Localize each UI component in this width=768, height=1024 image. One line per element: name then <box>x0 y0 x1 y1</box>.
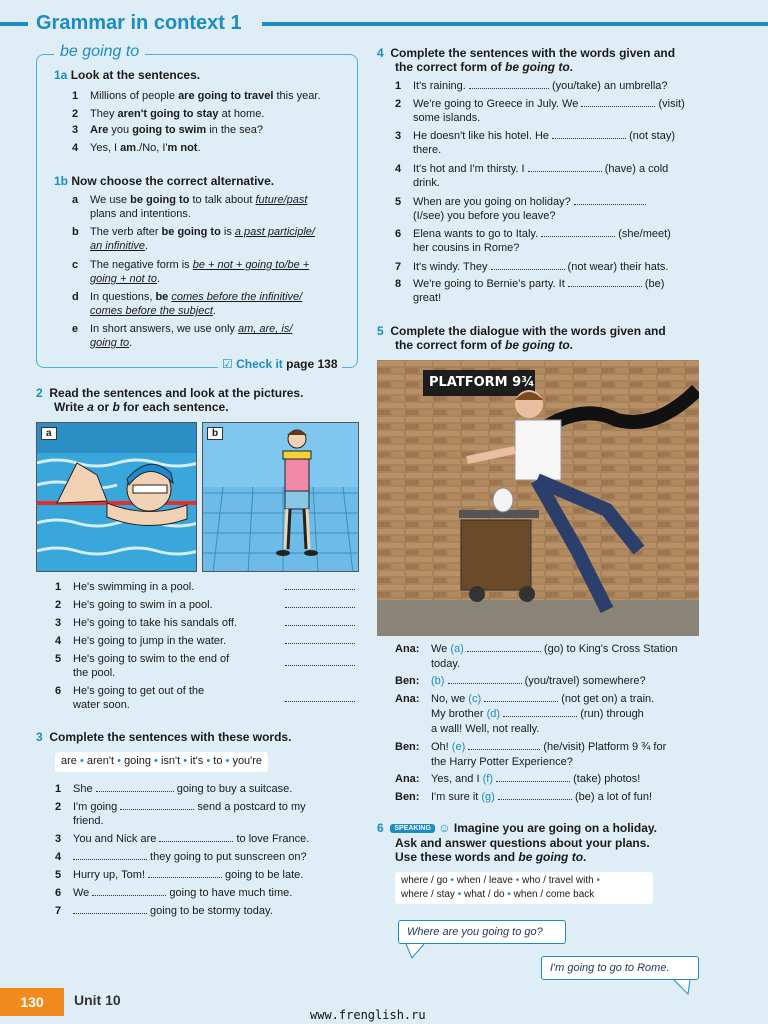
exercise-number: 5 <box>377 324 384 338</box>
item-text: . <box>212 305 216 317</box>
answer-blank[interactable] <box>120 800 194 810</box>
list-item <box>72 107 362 121</box>
instruction-text: . <box>569 60 574 74</box>
item-text: they going to put sunscreen on? <box>147 851 307 863</box>
instruction-text: be going to <box>518 849 584 864</box>
item-text: He's swimming in a pool. <box>73 581 195 593</box>
item-number: 5 <box>55 869 62 881</box>
item-number: 4 <box>55 635 62 647</box>
answer-blank[interactable] <box>285 580 355 590</box>
line-text: the Harry Potter Experience? <box>431 756 573 768</box>
item-number: 3 <box>55 833 62 845</box>
item-bold: Are <box>90 124 109 136</box>
instruction-text: Read the sentences and look at the pictures. <box>49 386 304 400</box>
page-number: 130 <box>0 988 64 1016</box>
answer-blank[interactable] <box>484 692 558 702</box>
item-text: Hurry up, Tom! <box>73 869 148 881</box>
word-option: to <box>213 755 223 767</box>
title-rule-left <box>0 22 28 26</box>
answer-blank[interactable] <box>468 740 540 750</box>
page-title: Grammar in context 1 <box>36 12 242 34</box>
item-number: 7 <box>55 905 62 917</box>
item-text: (not stay) <box>626 130 675 142</box>
speaking-icon: ☺ <box>438 821 451 835</box>
answer-blank[interactable] <box>581 97 655 107</box>
answer-blank[interactable] <box>467 642 541 652</box>
line-text: (be) a lot of fun! <box>571 791 653 803</box>
speaking-badge: SPEAKING <box>390 824 435 833</box>
instruction-text: Complete the sentences with the words given and <box>390 46 676 60</box>
item-text: is <box>220 226 235 238</box>
platform-photo <box>377 360 699 636</box>
item-text: It's raining. <box>413 80 469 92</box>
item-text: water soon. <box>73 699 130 711</box>
item-text: They <box>90 108 118 120</box>
item-number: 3 <box>55 617 62 629</box>
gap-label: (b) <box>431 675 445 687</box>
list-item <box>72 258 352 288</box>
item-text: In short answers, we use only <box>90 323 238 335</box>
item-letter: c <box>72 259 79 271</box>
line-text: (run) through <box>577 708 644 720</box>
item-number: 4 <box>395 163 402 175</box>
photo-illustration <box>377 360 699 636</box>
answer-blank[interactable] <box>73 850 147 860</box>
item-number: 1 <box>72 90 79 102</box>
item-text: Elena wants to go to Italy. <box>413 228 542 240</box>
alternative-choice[interactable]: going to <box>90 337 130 349</box>
answer-blank[interactable] <box>469 79 549 89</box>
section-1a-heading <box>54 68 200 82</box>
item-text: going to be late. <box>222 869 304 881</box>
instruction-text: be going to <box>505 60 570 74</box>
list-item <box>55 800 355 828</box>
item-text: We're going to Greece in July. We <box>413 98 582 110</box>
instruction-text: b <box>112 400 120 414</box>
list-item <box>395 227 715 255</box>
speech-bubble-question: Where are you going to go? <box>398 920 566 944</box>
item-text: at home. <box>218 108 265 120</box>
answer-blank[interactable] <box>285 616 355 626</box>
check-it-label: Check it <box>236 357 283 371</box>
item-text: going to be stormy today. <box>147 905 273 917</box>
item-text: We use <box>90 194 131 206</box>
grammar-box-heading: be going to <box>54 43 145 61</box>
item-number: 3 <box>395 130 402 142</box>
speaker: Ben: <box>395 741 420 753</box>
item-text: going to buy a suitcase. <box>173 783 293 795</box>
item-number: 6 <box>395 228 402 240</box>
dialogue-line <box>395 642 715 672</box>
list-item <box>72 322 352 352</box>
section-number: 1a <box>54 68 68 82</box>
instruction-text: Use these words and <box>395 849 519 864</box>
item-number: 4 <box>72 142 79 154</box>
gap-label: (g) <box>481 791 495 803</box>
list-item <box>72 141 362 155</box>
item-text: It's hot and I'm thirsty. I <box>413 163 528 175</box>
line-text: I'm sure it <box>431 791 482 803</box>
bubble-tail-icon <box>404 944 428 960</box>
alternative-choice[interactable]: comes before the subject <box>90 305 213 317</box>
answer-blank[interactable] <box>285 598 355 608</box>
item-text: The verb after <box>90 226 162 238</box>
item-text: (have) a cold <box>601 163 669 175</box>
item-bold: aren't going to stay <box>117 108 219 120</box>
item-text: It's windy. They <box>413 261 491 273</box>
instruction-text: Imagine you are going on a holiday. <box>453 821 658 835</box>
word-box: where / go • when / leave • who / travel with • where / stay • what / do • when / come back <box>395 872 653 904</box>
answer-blank[interactable] <box>528 162 602 172</box>
answer-blank[interactable] <box>96 782 174 792</box>
line-text: (take) photos! <box>570 773 641 785</box>
item-text: (visit) <box>655 98 685 110</box>
item-text: send a postcard to my <box>194 801 306 813</box>
alternative-choice[interactable]: a past participle/ <box>234 226 315 238</box>
item-letter: a <box>72 194 79 206</box>
instruction-text: for each sentence. <box>119 400 229 414</box>
answer-blank[interactable] <box>285 656 355 666</box>
exercise-number: 4 <box>377 46 384 60</box>
section-number: 1b <box>54 174 69 188</box>
item-text: (be) <box>641 278 665 290</box>
answer-blank[interactable] <box>574 195 646 205</box>
speaker: Ana: <box>395 773 420 785</box>
answer-blank[interactable] <box>568 277 642 287</box>
item-text: plans and intentions. <box>90 208 191 220</box>
line-text: a wall! Well, not really. <box>431 723 540 735</box>
item-text: . <box>145 240 149 252</box>
item-number: 4 <box>55 851 62 863</box>
platform-sign: PLATFORM 9¾ <box>429 375 535 390</box>
answer-blank[interactable] <box>448 674 522 684</box>
line-text: (he/visit) Platform 9 ¾ for <box>540 741 667 753</box>
line-text: (go) to King's Cross Station <box>540 643 678 655</box>
alternative-choice[interactable]: an infinitive <box>90 240 146 252</box>
list-item <box>395 277 715 305</box>
item-letter: e <box>72 323 79 335</box>
item-text: (you/take) an umbrella? <box>548 80 668 92</box>
item-bold: are going to travel <box>178 90 274 102</box>
exercise-number: 2 <box>36 386 43 400</box>
word-option: it's <box>190 755 204 767</box>
line-text: (not get on) a train. <box>558 693 655 705</box>
site-url: www.frenglish.ru <box>310 1008 426 1022</box>
item-bold: be going to <box>130 194 190 206</box>
exercise-number: 3 <box>36 730 43 744</box>
list-item <box>72 225 352 255</box>
item-text: We <box>73 887 93 899</box>
word-option: are <box>61 755 77 767</box>
alternative-choice[interactable]: comes before the infinitive/ <box>171 291 303 303</box>
word-option: isn't <box>160 755 181 767</box>
item-text: her cousins in Rome? <box>413 242 520 254</box>
item-text: She <box>73 783 96 795</box>
section-1b-heading <box>54 174 274 188</box>
exercise-number: 6 <box>377 821 384 835</box>
answer-blank[interactable] <box>491 260 565 270</box>
item-text: When are you going on holiday? <box>413 196 574 208</box>
word-option: what / do <box>464 889 505 900</box>
exercise-6-instructions <box>377 821 657 864</box>
picture-a-swimmer <box>36 422 197 572</box>
speaker: Ben: <box>395 791 420 803</box>
instruction-text: Ask and answer questions about your plans. <box>395 835 650 850</box>
list-item <box>395 129 715 157</box>
item-text: He doesn't like his hotel. He <box>413 130 553 142</box>
alternative-choice[interactable]: be + not + going to/be + <box>192 259 310 271</box>
item-text: I'm going <box>73 801 121 813</box>
word-option: where / stay <box>401 889 455 900</box>
item-number: 5 <box>395 196 402 208</box>
dialogue-line <box>395 740 715 770</box>
exercise-3-instructions <box>36 730 291 744</box>
check-it-page: page 138 <box>286 357 338 371</box>
answer-blank[interactable] <box>498 790 572 800</box>
word-option: when / come back <box>513 889 595 900</box>
instruction-text: the correct form of <box>395 338 506 352</box>
item-text: In questions, <box>90 291 156 303</box>
instruction-text: or <box>93 400 113 414</box>
item-letter: d <box>72 291 79 303</box>
instruction-text: be going to <box>505 338 570 352</box>
instruction-text: the correct form of <box>395 60 506 74</box>
list-item <box>72 123 362 137</box>
instruction-text: Complete the sentences with these words. <box>49 730 292 744</box>
item-text: to love France. <box>233 833 310 845</box>
item-text: The negative form is <box>90 259 193 271</box>
answer-blank[interactable] <box>496 772 570 782</box>
answer-blank[interactable] <box>148 868 222 878</box>
item-number: 2 <box>55 599 62 611</box>
item-text: You and Nick are <box>73 833 160 845</box>
answer-blank[interactable] <box>159 832 233 842</box>
list-item <box>395 195 715 223</box>
item-text: Millions of people <box>90 90 179 102</box>
exercise-4-instructions <box>377 46 675 74</box>
list-item <box>55 652 355 680</box>
item-text: He's going to swim in a pool. <box>73 599 213 611</box>
speaker: Ana: <box>395 643 420 655</box>
title-rule <box>262 22 768 26</box>
item-number: 8 <box>395 278 402 290</box>
item-text: He's going to jump in the water. <box>73 635 227 647</box>
speaker: Ana: <box>395 693 420 705</box>
answer-blank[interactable] <box>552 129 626 139</box>
list-item <box>395 97 715 125</box>
list-item <box>395 162 715 190</box>
alternative-choice[interactable]: going + not to <box>90 273 157 285</box>
item-bold: be going to <box>161 226 221 238</box>
gap-label: (c) <box>468 693 482 705</box>
item-text: friend. <box>73 815 104 827</box>
item-number: 2 <box>395 98 402 110</box>
item-text: (I/see) you before you leave? <box>413 210 556 222</box>
item-bold: am <box>120 142 137 154</box>
item-text: in the sea? <box>206 124 264 136</box>
instruction-text: . <box>583 849 587 864</box>
alternative-choice[interactable]: future/past <box>255 194 308 206</box>
list-item <box>72 290 352 320</box>
item-number: 2 <box>55 801 62 813</box>
item-text: to talk about <box>189 194 256 206</box>
line-text: We <box>431 643 451 655</box>
item-number: 7 <box>395 261 402 273</box>
section-text: Now choose the correct alternative. <box>71 174 275 188</box>
item-number: 6 <box>55 887 62 899</box>
word-option: who / travel with <box>522 875 594 886</box>
item-text: . <box>129 337 133 349</box>
list-item <box>55 684 355 712</box>
exercise-2-instructions <box>36 386 303 414</box>
item-number: 1 <box>395 80 402 92</box>
answer-blank[interactable] <box>541 227 615 237</box>
item-text: going to have much time. <box>166 887 293 899</box>
gap-label: (d) <box>486 708 501 720</box>
line-text: Oh! <box>431 741 452 753</box>
word-box: are • aren't • going • isn't • it's • to • you're <box>55 752 268 772</box>
item-text: (she/meet) <box>615 228 671 240</box>
line-text: today. <box>431 658 461 670</box>
item-text: some islands. <box>413 112 481 124</box>
item-text: He's going to take his sandals off. <box>73 617 237 629</box>
answer-blank[interactable] <box>73 904 147 914</box>
dialogue-line <box>395 707 715 737</box>
item-number: 5 <box>55 653 62 665</box>
item-number: 1 <box>55 581 62 593</box>
instruction-text: a <box>87 400 94 414</box>
line-text: No, we <box>431 693 469 705</box>
item-text: this year. <box>273 90 321 102</box>
item-letter: b <box>72 226 79 238</box>
gap-label: (e) <box>451 741 466 753</box>
item-text: you <box>108 124 133 136</box>
answer-blank[interactable] <box>285 634 355 644</box>
answer-blank[interactable] <box>503 707 577 717</box>
gap-label: (f) <box>482 773 493 785</box>
item-text: Yes, I <box>90 142 121 154</box>
list-item <box>72 89 362 103</box>
item-text: . <box>156 273 161 285</box>
item-text: He's going to swim to the end of <box>73 653 230 665</box>
instruction-text: Complete the dialogue with the words given and <box>390 324 666 338</box>
item-number: 1 <box>55 783 62 795</box>
word-option: when / leave <box>456 875 513 886</box>
picture-label: b <box>207 427 223 440</box>
word-option: where / go <box>401 875 448 886</box>
picture-label: a <box>41 427 57 440</box>
item-bold: be <box>155 291 169 303</box>
line-text: (you/travel) somewhere? <box>521 675 646 687</box>
speech-bubble-answer: I'm going to go to Rome. <box>541 956 699 980</box>
instruction-text: Write <box>54 400 88 414</box>
line-text: My brother <box>431 708 487 720</box>
boy-illustration <box>203 423 359 572</box>
picture-b-boy <box>202 422 359 572</box>
unit-label: Unit 10 <box>74 992 121 1008</box>
checkbox-icon: ☑ <box>222 357 233 371</box>
item-text: We're going to Bernie's party. It <box>413 278 568 290</box>
speaker: Ben: <box>395 675 420 687</box>
item-text: there. <box>413 144 442 156</box>
item-bold: m not <box>167 142 198 154</box>
word-option: going <box>124 755 151 767</box>
instruction-text: . <box>569 338 574 352</box>
swimmer-illustration <box>37 423 197 572</box>
section-text: Look at the sentences. <box>70 68 201 82</box>
item-number: 6 <box>55 685 62 697</box>
word-option: you're <box>232 755 263 767</box>
line-text: Yes, and I <box>431 773 483 785</box>
answer-blank[interactable] <box>285 692 355 702</box>
item-bold: going to swim <box>132 124 207 136</box>
list-item <box>72 193 352 223</box>
bubble-tail-icon <box>672 980 696 996</box>
item-text: the pool. <box>73 667 116 679</box>
answer-blank[interactable] <box>92 886 166 896</box>
item-number: 2 <box>72 108 79 120</box>
word-option: aren't <box>86 755 115 767</box>
alternative-choice[interactable]: am, are, is/ <box>237 323 293 335</box>
exercise-5-instructions <box>377 324 666 352</box>
item-text: drink. <box>413 177 440 189</box>
item-text: (not wear) their hats. <box>564 261 669 273</box>
item-text: . <box>197 142 201 154</box>
item-text: He's going to get out of the <box>73 685 205 697</box>
item-number: 3 <box>72 124 79 136</box>
check-it-link[interactable] <box>218 357 342 371</box>
item-text: ./No, I' <box>136 142 168 154</box>
gap-label: (a) <box>450 643 464 655</box>
item-text: great! <box>413 292 442 304</box>
